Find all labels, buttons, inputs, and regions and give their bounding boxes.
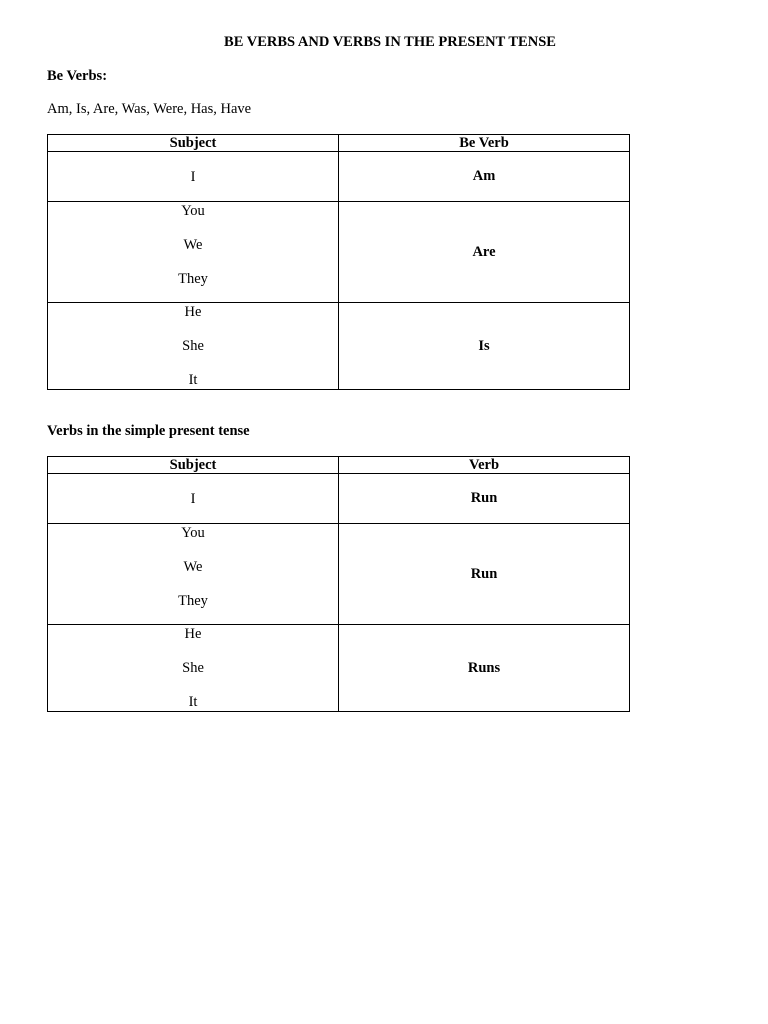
subject-text: They: [178, 271, 208, 287]
column-header-be-verb: Be Verb: [339, 135, 630, 152]
subject-cell: [48, 474, 339, 524]
verb-cell: Am: [339, 152, 630, 202]
subject-text: We: [183, 559, 203, 575]
column-header-subject: Subject: [48, 135, 339, 152]
table-row: [48, 474, 630, 524]
subject-text: He: [184, 626, 202, 642]
present-tense-heading: Verbs in the simple present tense: [47, 423, 250, 439]
verb-cell: Is: [339, 303, 630, 390]
table-header-row: [48, 457, 630, 474]
verb-cell: Runs: [339, 625, 630, 712]
verb-cell: Are: [339, 202, 630, 303]
subject-cell: [48, 152, 339, 202]
subject-cell: [48, 303, 339, 390]
verb-cell: Run: [339, 474, 630, 524]
be-verbs-table: [47, 134, 630, 390]
subject-cell: [48, 625, 339, 712]
subject-cell: [48, 202, 339, 303]
be-verbs-heading: Be Verbs:: [47, 68, 108, 84]
subject-cell: [48, 524, 339, 625]
column-header-verb: Verb: [339, 457, 630, 474]
subject-text: She: [182, 660, 204, 676]
subject-text: You: [181, 203, 205, 219]
table-row: [48, 524, 630, 625]
subject-text: You: [181, 525, 205, 541]
table-header-row: [48, 135, 630, 152]
subject-text: They: [178, 593, 208, 609]
subject-text: It: [188, 694, 198, 710]
subject-text: It: [188, 372, 198, 388]
verb-cell: Run: [339, 524, 630, 625]
subject-text: I: [190, 490, 196, 507]
subject-text: We: [183, 237, 203, 253]
be-verbs-list: Am, Is, Are, Was, Were, Has, Have: [47, 101, 252, 117]
subject-text: He: [184, 304, 202, 320]
present-tense-table: [47, 456, 630, 712]
subject-text: I: [190, 168, 196, 185]
subject-text: She: [182, 338, 204, 354]
table-row: [48, 202, 630, 303]
table-row: [48, 152, 630, 202]
table-row: [48, 303, 630, 390]
table-row: [48, 625, 630, 712]
column-header-subject: Subject: [48, 457, 339, 474]
page-title: BE VERBS AND VERBS IN THE PRESENT TENSE: [224, 34, 556, 50]
